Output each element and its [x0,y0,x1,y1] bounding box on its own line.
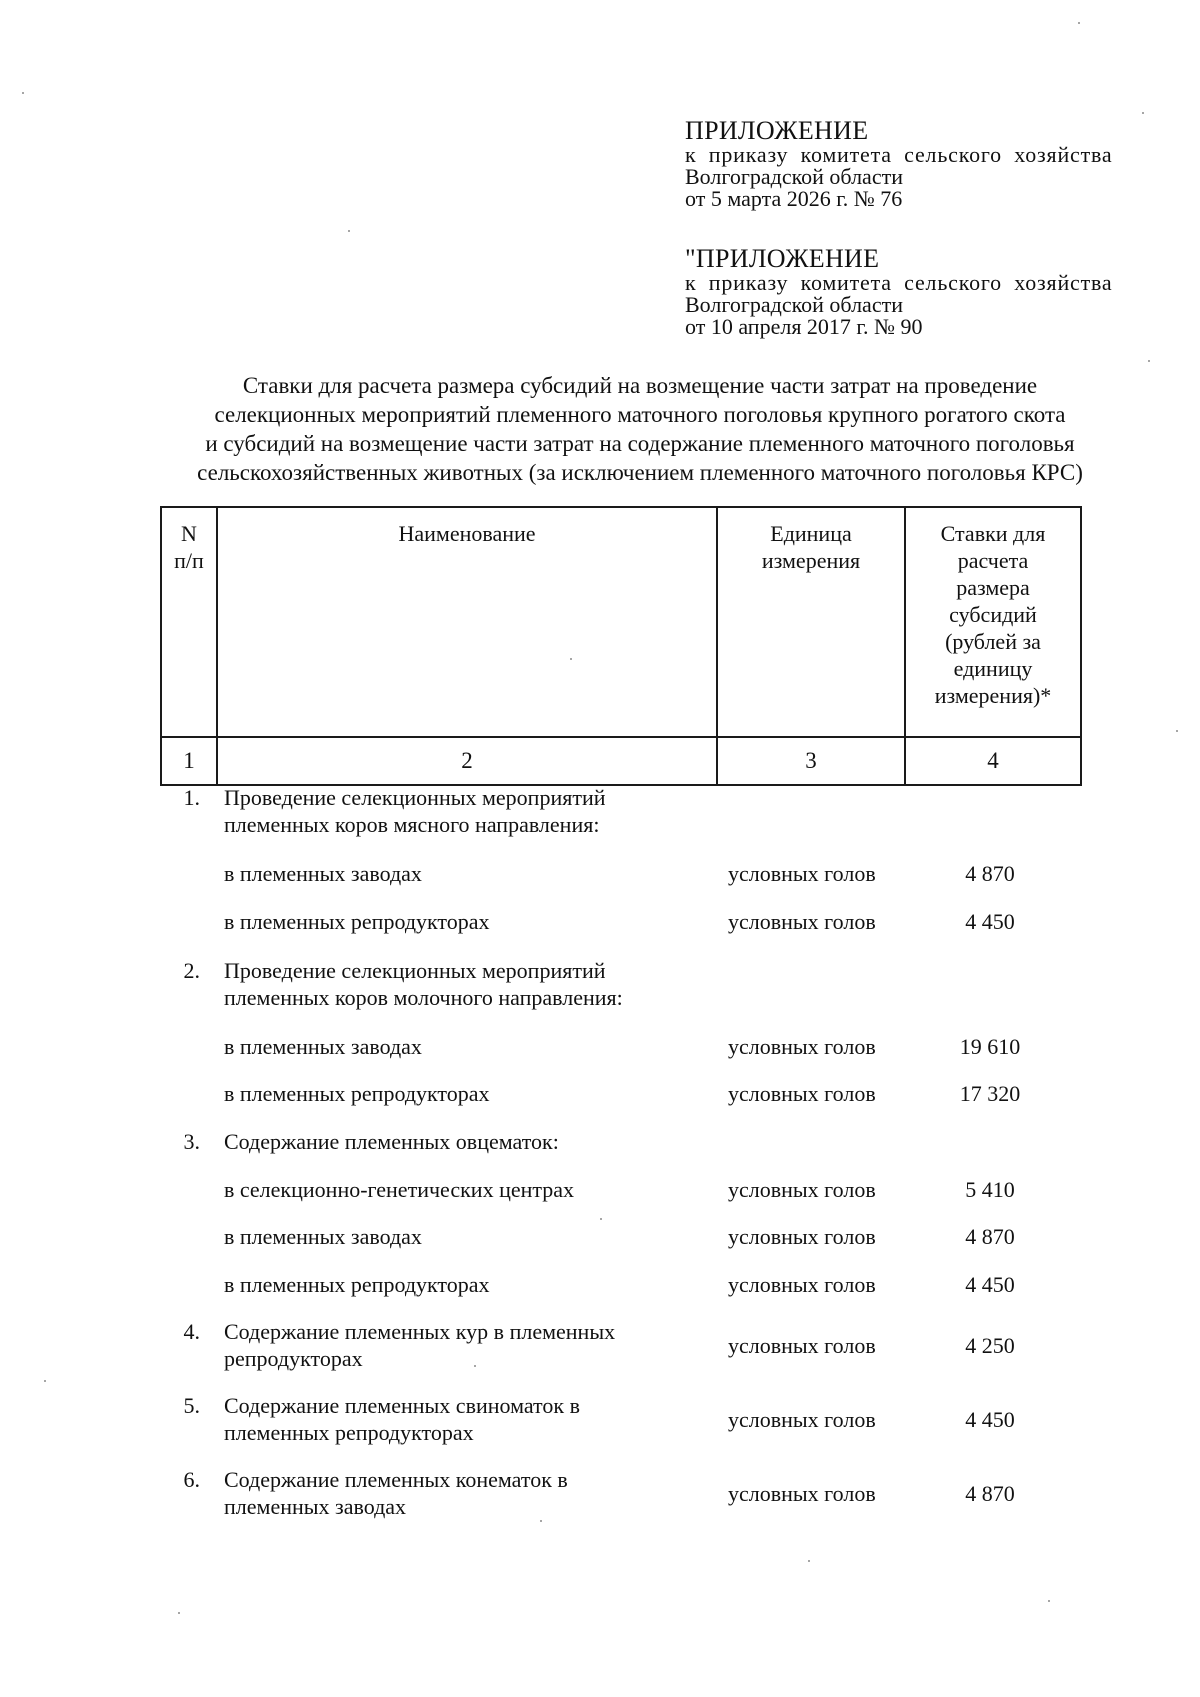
row-name: в племенных репродукторах [224,909,490,934]
row-rate: 4 450 [965,1272,1015,1297]
row-name: в племенных заводах [224,861,422,886]
row-name [224,1466,684,1520]
scan-speck [570,658,572,660]
scan-speck [1078,22,1080,24]
header-cell-rate [905,507,1081,737]
appendix-region-line: Волгоградской области [685,292,903,317]
row-name [224,1318,684,1372]
header-text: Наименование [398,521,536,546]
appendix-region-line: Волгоградской области [685,164,903,189]
header-text: п/п [174,548,204,573]
row-unit: условных голов [728,909,876,934]
row-rate: 19 610 [959,1034,1021,1059]
document-title-line: сельскохозяйственных животных (за исключением племенного маточного поголовья КРС) [197,460,1083,485]
row-name: в селекционно-генетических центрах [224,1177,575,1202]
row-rate: 17 320 [959,1081,1021,1106]
appendix-title: "ПРИЛОЖЕНИЕ [685,244,880,273]
row-unit: условных голов [728,1081,876,1106]
row-name-line: племенных коров молочного направления: [224,985,623,1010]
column-number-cell: 4 [905,737,1081,785]
table-column-numbers-row [161,737,1081,785]
row-name: в племенных заводах [224,1034,422,1059]
row-number: 4. [183,1319,200,1344]
row-unit: условных голов [728,1407,876,1432]
row-name-line: Содержание племенных конематок в [224,1467,568,1492]
header-cell-name [217,507,717,737]
table-header-row [161,507,1081,737]
header-text: единицу [953,656,1033,681]
appendix-date-line: от 5 марта 2026 г. № 76 [685,186,903,211]
header-text: субсидий [949,602,1037,627]
column-number-cell: 1 [161,737,217,785]
header-text: измерения [761,548,861,573]
header-text: Ставки для [940,521,1046,546]
row-unit: условных голов [728,1481,876,1506]
scan-speck [1148,360,1150,362]
row-name-line: племенных заводах [224,1494,407,1519]
row-rate: 5 410 [965,1177,1015,1202]
row-name-line: репродукторах [224,1346,363,1371]
header-text: N [181,521,197,546]
row-name: в племенных репродукторах [224,1081,490,1106]
appendix-order-line: к приказу комитета сельского хозяйства [685,270,1113,295]
header-text: расчета [957,548,1029,573]
row-unit: условных голов [728,1224,876,1249]
scan-speck [808,1560,810,1562]
column-number-cell: 2 [217,737,717,785]
row-number: 5. [183,1393,200,1418]
row-rate: 4 450 [965,1407,1015,1432]
row-unit: условных голов [728,1034,876,1059]
row-unit: условных голов [728,1177,876,1202]
row-name: в племенных заводах [224,1224,422,1249]
scan-speck [474,1365,476,1367]
row-name: Содержание племенных овцематок: [224,1129,559,1154]
row-rate: 4 250 [965,1333,1015,1358]
row-name-line: Содержание племенных кур в племенных [224,1319,616,1344]
row-name: в племенных репродукторах [224,1272,490,1297]
row-rate: 4 870 [965,1224,1015,1249]
document-title-line: и субсидий на возмещение части затрат на содержание племенного маточного поголовья [205,431,1075,456]
document-title [160,371,1120,487]
row-unit: условных голов [728,861,876,886]
scan-speck [178,1612,180,1614]
row-number: 3. [183,1129,200,1154]
scan-speck [540,1520,542,1522]
scan-speck [1048,1600,1050,1602]
header-cell-number [161,507,217,737]
row-name-line: Содержание племенных свиноматок в [224,1393,580,1418]
row-name-line: племенных репродукторах [224,1420,474,1445]
row-unit: условных голов [728,1333,876,1358]
row-rate: 4 450 [965,909,1015,934]
row-name-line: Проведение селекционных мероприятий [224,785,606,810]
column-number-cell: 3 [717,737,905,785]
appendix-header-current [685,117,1165,210]
row-name [224,1392,684,1446]
header-text: Единица [770,521,852,546]
document-title-line: Ставки для расчета размера субсидий на возмещение части затрат на проведение [242,373,1038,398]
scan-speck [22,92,24,94]
appendix-title: ПРИЛОЖЕНИЕ [685,116,869,145]
scan-speck [1176,730,1178,732]
scan-speck [348,230,350,232]
rates-table-header [160,506,1082,786]
row-name-line: Проведение селекционных мероприятий [224,958,606,983]
appendix-header-original [685,245,1165,338]
scan-speck [1142,112,1144,114]
row-name [224,784,684,838]
appendix-date-line: от 10 апреля 2017 г. № 90 [685,314,923,339]
row-name-line: племенных коров мясного направления: [224,812,600,837]
row-number: 1. [183,785,200,810]
header-cell-unit [717,507,905,737]
scan-speck [44,1380,46,1382]
header-text: измерения)* [934,683,1052,708]
row-number: 6. [183,1467,200,1492]
row-number: 2. [183,958,200,983]
row-rate: 4 870 [965,1481,1015,1506]
document-title-line: селекционных мероприятий племенного маточного поголовья крупного рогатого скота [214,402,1066,427]
header-text: (рублей за [945,629,1041,654]
scan-speck [600,1218,602,1220]
header-text: размера [956,575,1030,600]
row-unit: условных голов [728,1272,876,1297]
appendix-order-line: к приказу комитета сельского хозяйства [685,142,1113,167]
row-name [224,957,684,1011]
row-rate: 4 870 [965,861,1015,886]
